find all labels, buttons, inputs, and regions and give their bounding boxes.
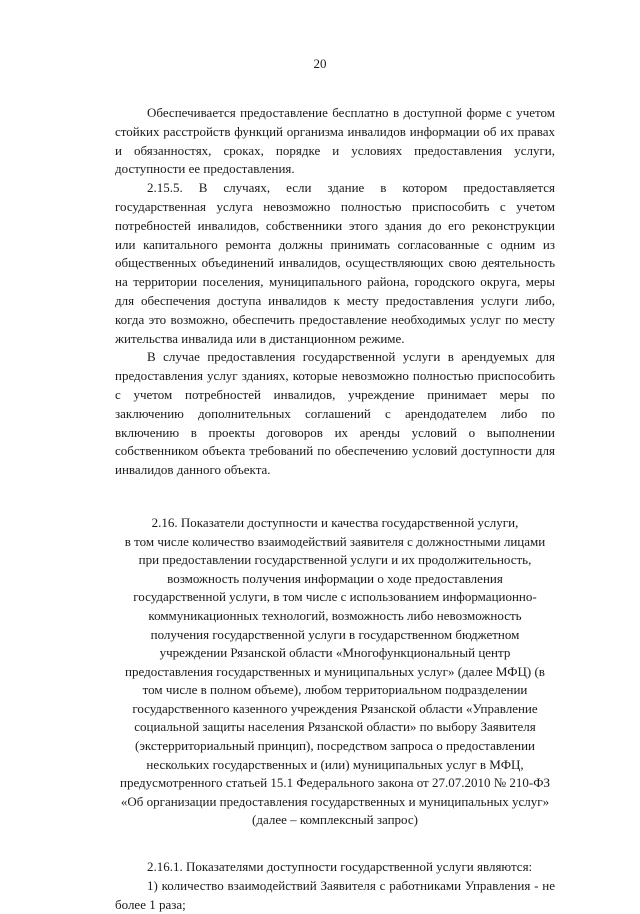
heading-line: государственной услуги, в том числе с использованием информационно- (133, 589, 537, 605)
heading-line: при предоставлении государственной услуги и их продолжительность, (138, 552, 532, 568)
heading-line: 2.16. Показатели доступности и качества государственной услуги, (151, 514, 519, 530)
heading-line: коммуникационных технологий, возможность либо невозможность (148, 607, 522, 623)
heading-line: том числе в полном объеме), любом территориальном подразделении (142, 682, 528, 698)
heading-line: социальной защиты населения Рязанской области» по выбору Заявителя (134, 719, 536, 735)
heading-line: предоставления государственных и муниципальных услуг» (далее МФЦ) (в (125, 663, 545, 679)
paragraph-accessibility-info: Обеспечивается предоставление бесплатно в доступной форме с учетом стойких расстройств функций организма инвалидов информации об их правах и обязанностях, сроках, порядке и условиях предоставления услуги, доступности ее предоставления. (115, 105, 555, 177)
paragraph-rented-buildings: В случае предоставления государственной услуги в арендуемых для предоставления услуг зданиях, которые невозможно полностью приспособить с учетом потребностей инвалидов, учреждение принимает меры по заключению дополнительных соглашений с арендодателем либо по включению в проекты договоров их аренды условий о выполнении собственником объекта требований по обеспечению условий доступности для инвалидов данного объекта. (115, 349, 555, 478)
page-number: 20 (313, 56, 327, 71)
heading-line: в том числе количество взаимодействий заявителя с должностными лицами (124, 533, 546, 549)
paragraph-2-15-5: 2.15.5. В случаях, если здание в котором предоставляется государственная услуга невозможно полностью приспособить с учетом потребностей инвалидов, собственники этого здания до его реконструкции или капитального ремонта должны принимать согласованные с одним из общественных объединений инвалидов, осуществляющих свою деятельность на территории поселения, муниципального района, городского округа, меры для обеспечения доступа инвалидов к месту предоставления услуги либо, когда это возможно, обеспечить предоставление необходимых услуг по месту жительства инвалида или в дистанционном режиме. (115, 180, 555, 346)
document-body (115, 104, 555, 914)
heading-line: «Об организации предоставления государственных и муниципальных услуг» (120, 793, 550, 809)
heading-line: государственного казенного учреждения Рязанской области «Управление (132, 700, 538, 716)
heading-line: учреждении Рязанской области «Многофункциональный центр (159, 645, 511, 661)
section-heading-2-16 (115, 514, 555, 830)
heading-line: нескольких государственных и (или) муниципальных услуг в МФЦ, (146, 756, 524, 772)
heading-line: возможность получения информации о ходе предоставления (167, 570, 503, 586)
heading-line: (далее – комплексный запрос) (252, 812, 418, 828)
heading-line: (экстерриториальный принцип), посредством запроса о предоставлении (135, 738, 535, 754)
heading-line: получения государственной услуги в государственном бюджетном (150, 626, 520, 642)
list-item-1: 1) количество взаимодействий Заявителя с работниками Управления - не более 1 раза; (115, 877, 555, 912)
heading-line: предусмотренного статьей 15.1 Федерального закона от 27.07.2010 № 210-ФЗ (120, 775, 550, 791)
paragraph-2-16-1-intro: 2.16.1. Показателями доступности государственной услуги являются: (147, 859, 533, 875)
